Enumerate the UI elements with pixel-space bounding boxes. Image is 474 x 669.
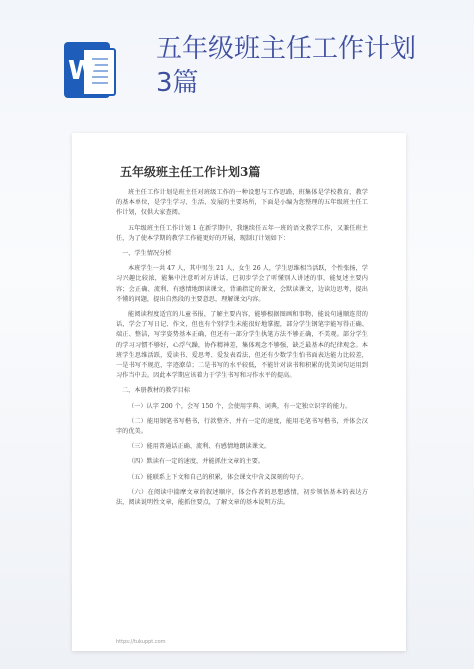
- paragraph: 班主任工作计划是班主任对班级工作的一种设想与工作思路，班集体是学校教育，教学的基本单位，是学生学习、生活、发展的主要场所，下面是小编为您整理的五年级班主任工作计划，仅供大家查阅。: [116, 189, 368, 217]
- title-line-2: 3篇: [156, 68, 199, 98]
- header: [64, 30, 464, 120]
- icon-letter: W: [68, 56, 97, 86]
- page-title: [156, 32, 456, 100]
- paragraph: 能阅读程度适宜的儿童书报，了解主要内容，能够根据图画和事物，能说句通顺连贯的话，学会了写日记、作文，但也有个别学生未能很好地掌握，部分学生钢笔字能写得正确、端正、整洁，写字姿势基本正确，但还有一部分学生执笔方法不够正确，不美观。部分学生的学习习惯不够好，心浮气躁，协作精神差，集体观念不够强，缺乏最基本的纪律观念。本班学生思维活跃，爱读书、爱思考、爱发表看法，但还有少数学生怕书面表达能力比较差，一是书写不规范，字迹潦草；二是书写的水平较低，不能针对读书和积累的优美词句运用到习作当中去。因此本学期应该着力于学生书写和习作水平的提高。: [116, 311, 368, 380]
- paragraph: （四）默读有一定的速度，并能抓住文章的主要。: [128, 458, 265, 466]
- document-body: [116, 188, 368, 513]
- paragraph: （二）能用钢笔书写楷书，行款整齐，并有一定的速度，能用毛笔书写楷书，并体会汉字的优美。: [116, 417, 368, 436]
- footer-url: https://tukuppt.com: [116, 639, 166, 645]
- document-title: 五年级班主任工作计划3篇: [120, 165, 261, 179]
- paragraph: （三）能用普通话正确、流利、有感情地朗读课文。: [128, 443, 271, 451]
- paragraph: （六）在阅读中揣摩文章的叙述顺序，体会作者的思想感情，初步领悟基本的表达方法，阅读说明性文章，能抓住要点，了解文章的基本说明方法。: [116, 488, 368, 507]
- section-heading: 二、本册教材的教学目标: [122, 387, 191, 395]
- word-document-icon: [64, 42, 110, 98]
- paragraph: 五年级班主任工作计划 1 在新学期中，我继续任五年一班的语文教学工作，又兼任班主任，为了使本学期的教学工作能更好的开展，现制订计划如下：: [116, 224, 368, 242]
- document-preview[interactable]: [72, 133, 406, 651]
- paragraph: （五）能联系上下文和自己的积累，体会课文中含义深刻的句子。: [128, 473, 308, 481]
- title-line-1: 五年级班主任工作计划: [156, 34, 417, 64]
- paragraph: 本班学生一共 47 人，其中男生 21 人，女生 26 人，学生思维相当活跃，个性张扬，学习兴趣比较浓，能集中注意听对方讲话，已初步学会了听懂别人讲述的事，能复述主要内容；会正确、流利、有感情地朗读课文，背诵指定的课文，会默读课文，边读边思考，提出不懂的问题，提出自然段的主要意思，理解课文内容。: [116, 265, 368, 303]
- section-heading: 一、学生情况分析: [122, 250, 172, 258]
- paragraph: （一）认字 200 个，会写 150 个，会使用字典、词典，有一定独立识字的能力。: [128, 402, 352, 410]
